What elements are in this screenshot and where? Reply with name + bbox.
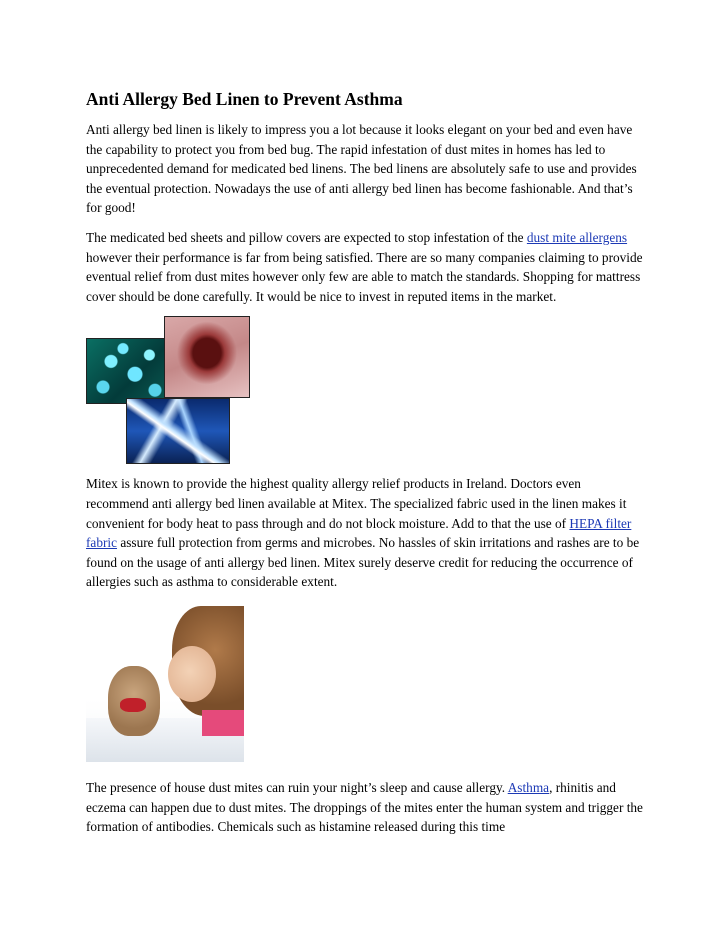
girl-top (202, 710, 244, 736)
paragraph-2-text-a: The medicated bed sheets and pillow covers are expected to stop infestation of the (86, 229, 527, 245)
asthma-link[interactable]: Asthma (507, 779, 550, 795)
crystal-photo (126, 398, 230, 464)
sleeping-girl-image (86, 606, 244, 762)
paragraph-4-text-b: , rhinitis and eczema can happen due to dust mites. The droppings of the mites enter the human system and trigger the formation of antibodies. Chemicals such as histamine released during this time (86, 779, 643, 835)
dust-mite-allergens-link[interactable]: dust mite allergens (526, 229, 628, 245)
girl-face (168, 646, 216, 702)
dust-mite-photo (164, 316, 250, 398)
microbes-collage-image (86, 316, 256, 464)
article-title: Anti Allergy Bed Linen to Prevent Asthma (86, 89, 403, 109)
paragraph-4-text-a: The presence of house dust mites can ruin your night’s sleep and cause allergy. (86, 779, 508, 795)
teddy-bow (120, 698, 146, 712)
paragraph-3-text-a: Mitex is known to provide the highest quality allergy relief products in Ireland. Doctors even recommend anti allergy bed linen available at Mitex. The specialized fabric used in the linen makes it convenient for body heat to pass through and do not block moisture. Add to that the use of (86, 476, 627, 531)
bacteria-photo (86, 338, 168, 404)
paragraph-2 (86, 228, 646, 306)
paragraph-2-text-b: however their performance is far from being satisfied. There are so many companies claiming to provide eventual relief from dust mites however only few are able to match the standards. Shopping for mattress cover should be done carefully. It would be nice to invest in reputed items in the market. (86, 249, 643, 304)
hepa-filter-fabric-link[interactable]: HEPA filter fabric (86, 515, 632, 551)
paragraph-4 (86, 778, 646, 837)
paragraph-1: Anti allergy bed linen is likely to impress you a lot because it looks elegant on your bed and even have the capability to protect you from bed bug. The rapid infestation of dust mites in homes has led to unprecedented demand for medicated bed linens. The bed linens are absolutely safe to use and provides the eventual protection. Nowadays the use of anti allergy bed linen has become fashionable. And that’s for good! (86, 122, 637, 216)
document-page (86, 88, 646, 847)
paragraph-3-text-b: assure full protection from germs and microbes. No hassles of skin irritations and rashes are to be found on the usage of anti allergy bed linen. Mitex surely deserve credit for reducing the occurrence of allergies such as asthma to considerable extent. (86, 535, 640, 590)
paragraph-3 (86, 474, 646, 592)
